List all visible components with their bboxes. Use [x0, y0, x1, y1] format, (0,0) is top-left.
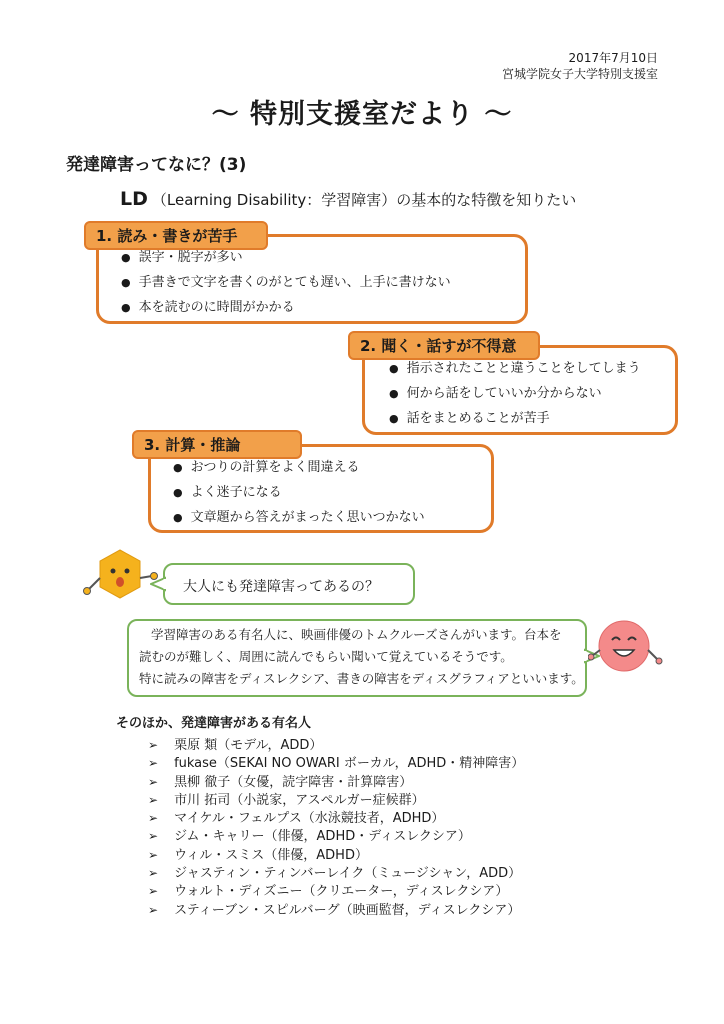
- list-item: ● おつりの計算をよく間違える: [173, 455, 425, 480]
- page-title: ～ 特別支援室だより ～: [211, 99, 513, 130]
- answer-line-3: 特に読みの障害をディスレクシア、書きの障害をディスグラフィアといいます。: [139, 671, 584, 686]
- smiling-character-icon: [588, 612, 668, 682]
- header-meta: [502, 50, 658, 82]
- ld-acronym: LD: [120, 188, 148, 210]
- question-bubble: [163, 563, 415, 605]
- list-item: ➢ fukase（SEKAI NO OWARI ボーカル，ADHD・精神障害）: [148, 754, 524, 772]
- list-item: ● よく迷子になる: [173, 480, 425, 505]
- section-1-list: [121, 245, 451, 320]
- list-item: ➢ 栗原 類（モデル，ADD）: [148, 736, 524, 754]
- section-label-3: 3. 計算・推論: [132, 430, 302, 459]
- list-item: ● 何から話をしていいか分からない: [389, 381, 641, 406]
- section-3-list: [173, 455, 425, 530]
- section-subtitle: 発達障害ってなに？(3): [66, 155, 247, 175]
- list-item: ● 話をまとめることが苦手: [389, 406, 641, 431]
- section-label-2: 2. 聞く・話すが不得意: [348, 331, 540, 360]
- ld-heading: [120, 188, 576, 210]
- list-item: ➢ スティーブン・スピルバーグ（映画監督，ディスレクシア）: [148, 901, 524, 919]
- list-item: ● 誤字・脱字が多い: [121, 245, 451, 270]
- question-text: 大人にも発達障害ってあるの？: [183, 579, 379, 595]
- list-item: ➢ ウィル・スミス（俳優，ADHD）: [148, 846, 524, 864]
- organization: 宮城学院女子大学特別支援室: [501, 67, 658, 81]
- list-item: ➢ ジャスティン・ティンバーレイク（ミュージシャン，ADD）: [148, 864, 524, 882]
- section-label-1: 1. 読み・書きが苦手: [84, 221, 268, 250]
- answer-bubble: [127, 619, 587, 697]
- list-item: ● 指示されたことと違うことをしてしまう: [389, 356, 641, 381]
- answer-line-2: 読むのが難しく、周囲に読んでもらい聞いて覚えているそうです。: [139, 649, 513, 664]
- famous-list: [148, 736, 524, 919]
- section-2-list: [389, 356, 641, 431]
- list-item: ➢ ジム・キャリー（俳優，ADHD・ディスレクシア）: [148, 827, 524, 845]
- list-item: ● 本を読むのに時間がかかる: [121, 295, 451, 320]
- list-item: ● 手書きで文字を書くのがとても遅い、上手に書けない: [121, 270, 451, 295]
- list-item: ➢ マイケル・フェルプス（水泳競技者，ADHD）: [148, 809, 524, 827]
- list-item: ➢ ウォルト・ディズニー（クリエーター，ディスレクシア）: [148, 882, 524, 900]
- answer-line-1: 学習障害のある有名人に、映画俳優のトムクルーズさんがいます。台本を: [151, 627, 562, 642]
- list-item: ➢ 市川 拓司（小説家，アスペルガー症候群）: [148, 791, 524, 809]
- question-bubble-tail: [150, 576, 166, 592]
- date: 2017年7月10日: [568, 51, 658, 65]
- answer-text: [139, 624, 584, 690]
- list-item: ● 文章題から答えがまったく思いつかない: [173, 505, 425, 530]
- ld-description: （Learning Disability：学習障害）の基本的な特徴を知りたい: [151, 191, 577, 209]
- list-item: ➢ 黒柳 徹子（女優，読字障害・計算障害）: [148, 773, 524, 791]
- famous-heading: そのほか、発達障害がある有名人: [116, 716, 312, 731]
